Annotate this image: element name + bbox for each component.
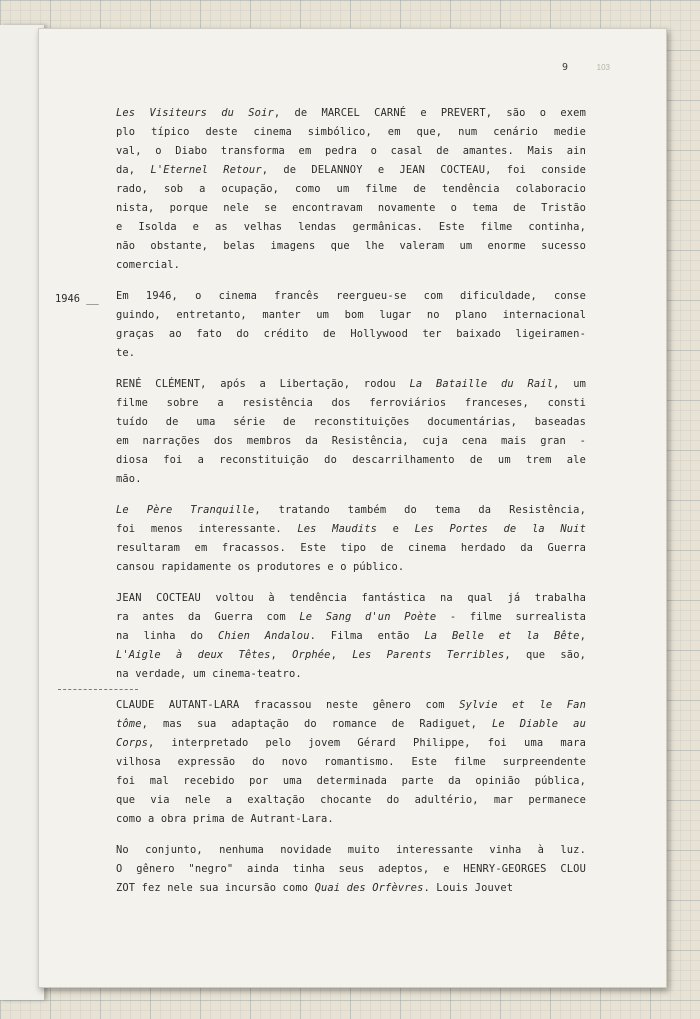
- text-line: foi menos interessante. Les Maudits e Les Portes de la Nuit: [116, 523, 586, 535]
- paragraph: [116, 696, 586, 829]
- text-line: L'Aigle à deux Têtes, Orphée, Les Parents Terribles, que são,: [116, 649, 587, 661]
- text-line: JEAN COCTEAU voltou à tendência fantástica na qual já trabalha: [116, 592, 586, 604]
- paragraph: [116, 104, 586, 275]
- text-line: resultaram em fracassos. Este tipo de cinema herdado da Guerra: [116, 542, 586, 554]
- paragraph: [116, 375, 586, 489]
- text-line: ZOT fez nele sua incursão como Quai des Orfèvres. Louis Jouvet: [116, 882, 514, 894]
- text-line: na linha do Chien Andalou. Filma então La Belle et la Bête,: [116, 630, 586, 642]
- text-line: rado, sob a ocupação, como um filme de tendência colaboracio: [116, 183, 586, 195]
- text-line: vilhosa expressão do novo romantismo. Este filme surpreendente: [116, 756, 586, 768]
- text-line: mão.: [116, 473, 142, 485]
- text-line: diosa foi a reconstituição do descarrilhamento de um trem ale: [116, 454, 586, 466]
- paragraph-gap: [116, 684, 586, 696]
- text-line: RENÉ CLÉMENT, após a Libertação, rodou La Bataille du Rail, um: [116, 378, 586, 390]
- paragraph: [116, 287, 586, 363]
- page-number: 9: [562, 62, 569, 73]
- text-line: na verdade, um cinema-teatro.: [116, 668, 302, 680]
- text-line: cansou rapidamente os produtores e o público.: [116, 561, 405, 573]
- text-line: nista, porque nele se encontravam novamente o tema de Tristão: [116, 202, 586, 214]
- paragraph-gap: [116, 829, 586, 841]
- text-line: Em 1946, o cinema francês reergueu-se com dificuldade, conse: [116, 290, 586, 302]
- text-line: comercial.: [116, 259, 181, 271]
- text-line: foi mal recebido por uma determinada parte da opinião pública,: [116, 775, 586, 787]
- text-line: O gênero "negro" ainda tinha seus adeptos, e HENRY-GEORGES CLOU: [116, 863, 586, 875]
- text-line: que via nele a exaltação chocante do adultério, mar permanece: [116, 794, 586, 806]
- paragraph-gap: [116, 363, 586, 375]
- paragraph: [116, 841, 586, 898]
- text-line: CLAUDE AUTANT-LARA fracassou neste gênero com Sylvie et le Fan: [116, 699, 586, 711]
- text-line: em narrações dos membros da Resistência, cuja cena mais gran -: [116, 435, 586, 447]
- text-line: guindo, entretanto, manter um bom lugar no plano internacional: [116, 309, 586, 321]
- text-line: como a obra prima de Autrant-Lara.: [116, 813, 334, 825]
- margin-date-note: 1946 __: [55, 293, 99, 305]
- text-line: tôme, mas sua adaptação do romance de Radiguet, Le Diable au: [116, 718, 586, 730]
- text-line: e Isolda e as velhas lendas germânicas. Este filme continha,: [116, 221, 586, 233]
- text-line: tuído de uma série de reconstituições documentárias, baseadas: [116, 416, 586, 428]
- paragraph: [116, 589, 586, 684]
- text-line: te.: [116, 347, 136, 359]
- text-line: filme sobre a resistência dos ferroviários franceses, consti: [116, 397, 586, 409]
- document-body: [116, 104, 586, 898]
- text-line: plo típico deste cinema simbólico, em que, num cenário medie: [116, 126, 586, 138]
- text-line: Corps, interpretado pelo jovem Gérard Philippe, foi uma mara: [116, 737, 586, 749]
- text-line: No conjunto, nenhuma novidade muito interessante vinha à luz.: [116, 844, 586, 856]
- text-line: Les Visiteurs du Soir, de MARCEL CARNÉ e PREVERT, são o exem: [116, 107, 586, 119]
- paragraph-gap: [116, 489, 586, 501]
- text-line: ra antes da Guerra com Le Sang d'un Poète - filme surrealista: [116, 611, 586, 623]
- corner-mark: 103: [596, 63, 610, 72]
- paragraph: [116, 501, 586, 577]
- paragraph-gap: [116, 577, 586, 589]
- text-line: não obstante, belas imagens que lhe valeram um enorme sucesso: [116, 240, 586, 252]
- text-line: da, L'Eternel Retour, de DELANNOY e JEAN COCTEAU, foi conside: [116, 164, 586, 176]
- text-line: val, o Diabo transforma em pedra o casal de amantes. Mais ain: [116, 145, 586, 157]
- text-line: Le Père Tranquille, tratando também do tema da Resistência,: [116, 504, 586, 516]
- text-line: graças ao fato do crédito de Hollywood ter baixado ligeiramen-: [116, 328, 586, 340]
- paragraph-gap: [116, 275, 586, 287]
